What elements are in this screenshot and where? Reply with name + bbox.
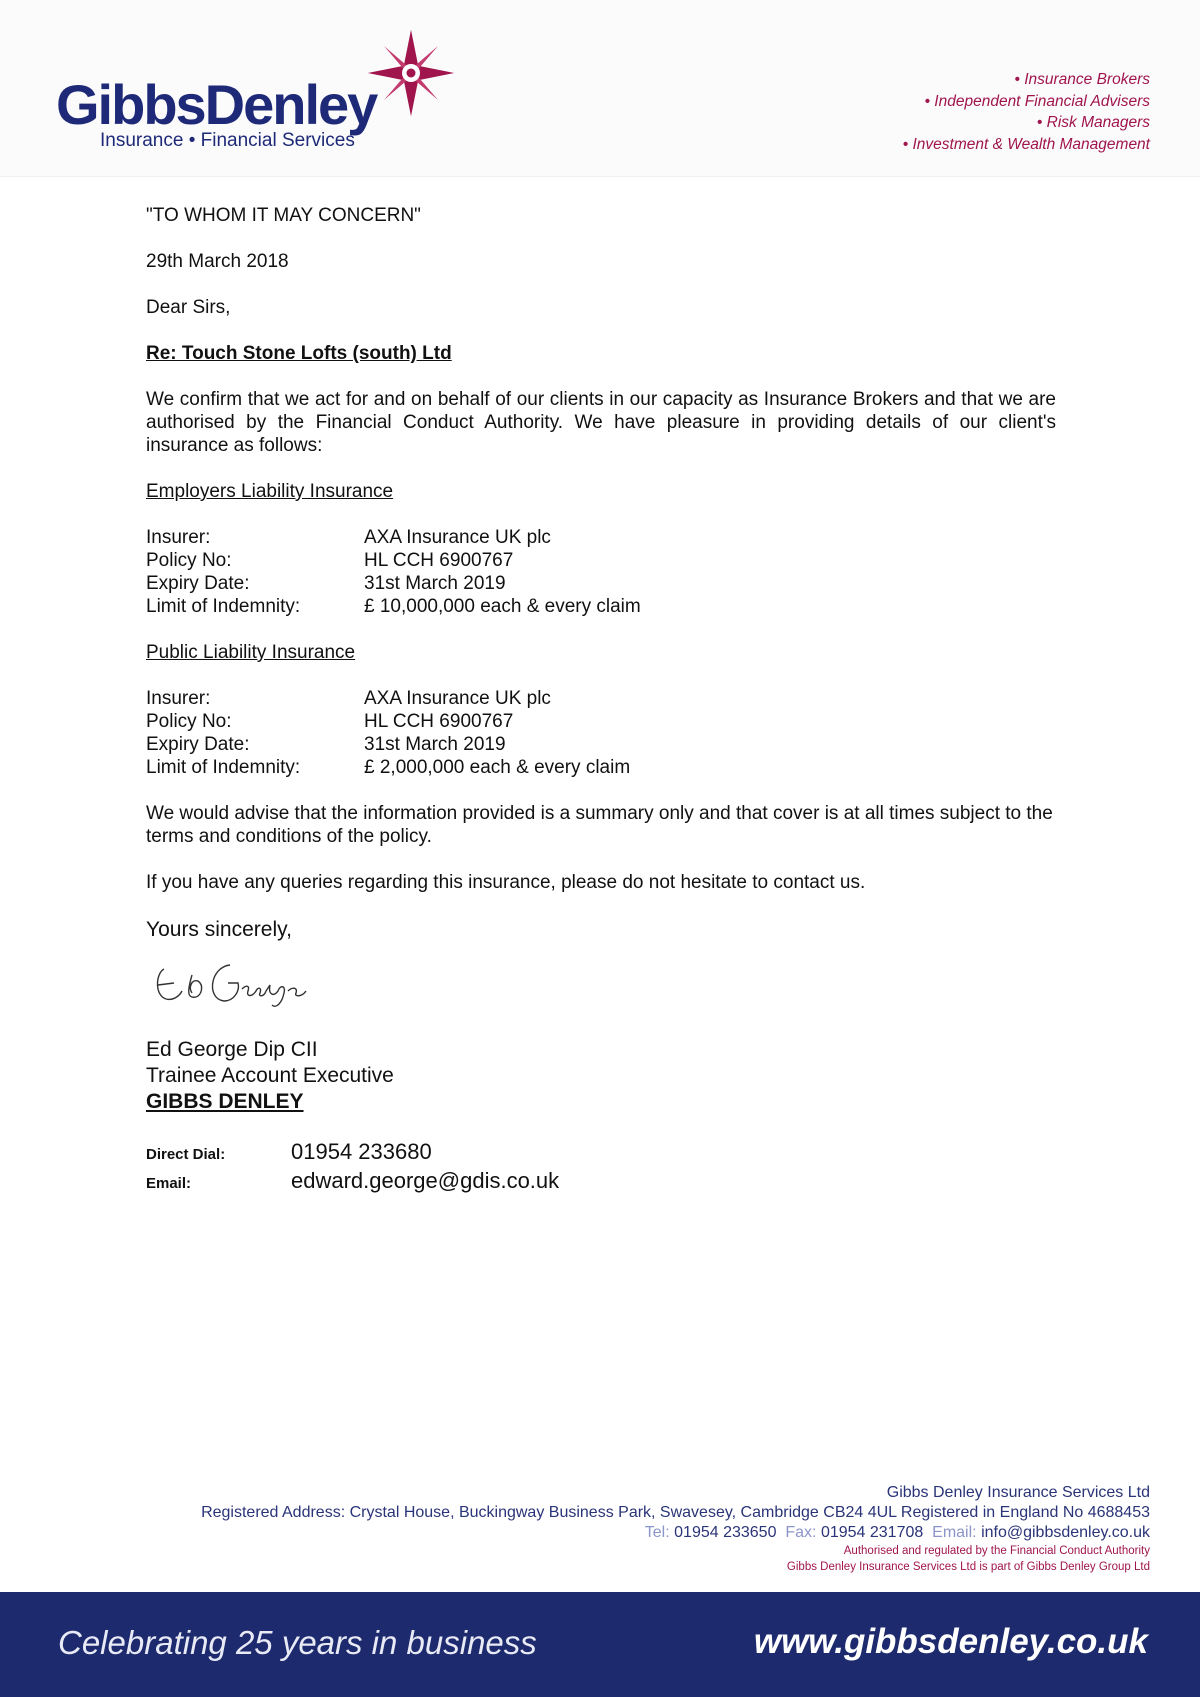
advice-paragraph: We would advise that the information provided is a summary only and that cover is at all times subject to the terms and conditions of the policy. <box>146 803 1053 847</box>
policy-details-employers <box>146 526 1056 618</box>
field-value: AXA Insurance UK plc <box>364 527 551 548</box>
footer-tel: 01954 233650 <box>674 1524 777 1541</box>
services-list <box>903 69 1150 155</box>
greeting: Dear Sirs, <box>146 297 231 318</box>
field-label: Insurer: <box>146 688 211 709</box>
field-label: Expiry Date: <box>146 573 250 594</box>
section-title: Employers Liability Insurance <box>146 481 394 502</box>
signatory-title: Trainee Account Executive <box>146 1064 394 1087</box>
policy-details-public <box>146 687 1056 779</box>
signatory-block <box>146 1037 1056 1115</box>
letter-date: 29th March 2018 <box>146 251 289 272</box>
banner-tagline: Celebrating 25 years in business <box>58 1624 537 1661</box>
footer-regulation: Authorised and regulated by the Financial Conduct Authority <box>843 1545 1150 1557</box>
footer-company-info <box>201 1483 1150 1575</box>
service-item: • Insurance Brokers <box>1014 71 1150 88</box>
footer-email-label: Email: <box>932 1524 977 1541</box>
email-label: Email: <box>146 1175 192 1192</box>
field-label: Policy No: <box>146 711 232 732</box>
service-item: • Independent Financial Advisers <box>924 92 1150 110</box>
logo-wordmark: GibbsDenley <box>56 73 377 136</box>
field-label: Expiry Date: <box>146 734 250 755</box>
field-label: Policy No: <box>146 550 232 571</box>
compass-star-icon <box>366 28 456 118</box>
contact-details <box>146 1139 1056 1197</box>
field-value: 31st March 2019 <box>364 573 506 594</box>
direct-dial-label: Direct Dial: <box>146 1146 226 1163</box>
letterhead <box>0 0 1200 177</box>
field-label: Limit of Indemnity: <box>146 596 301 617</box>
field-label: Limit of Indemnity: <box>146 757 301 778</box>
field-value: HL CCH 6900767 <box>364 550 514 571</box>
field-label: Insurer: <box>146 527 211 548</box>
email-value: edward.george@gdis.co.uk <box>291 1168 560 1193</box>
direct-dial-value: 01954 233680 <box>291 1139 432 1164</box>
closing: Yours sincerely, <box>146 918 292 941</box>
signatory-company: GIBBS DENLEY <box>146 1090 304 1113</box>
service-item: • Investment & Wealth Management <box>902 135 1150 153</box>
footer-email: info@gibbsdenley.co.uk <box>981 1524 1150 1541</box>
gibbs-denley-logo <box>56 28 456 158</box>
field-value: AXA Insurance UK plc <box>364 688 551 709</box>
logo-subtitle: Insurance • Financial Services <box>100 130 355 151</box>
footer-fax-label: Fax: <box>785 1524 817 1541</box>
letter-body <box>146 204 1056 1197</box>
handwritten-signature <box>152 955 312 1011</box>
re-line: Re: Touch Stone Lofts (south) Ltd <box>146 343 452 364</box>
footer-banner <box>0 1592 1200 1697</box>
to-whom-line: "TO WHOM IT MAY CONCERN" <box>146 205 421 226</box>
footer-company-name: Gibbs Denley Insurance Services Ltd <box>886 1484 1150 1501</box>
section-title: Public Liability Insurance <box>146 642 356 663</box>
field-value: 31st March 2019 <box>364 734 506 755</box>
field-value: £ 2,000,000 each & every claim <box>364 757 631 778</box>
footer-tel-label: Tel: <box>644 1524 670 1541</box>
field-value: £ 10,000,000 each & every claim <box>364 596 641 617</box>
service-item: • Risk Managers <box>1036 114 1150 131</box>
banner-website: www.gibbsdenley.co.uk <box>753 1622 1148 1661</box>
footer-contact-line <box>201 1523 1150 1543</box>
signatory-name: Ed George Dip CII <box>146 1038 318 1061</box>
footer-group: Gibbs Denley Insurance Services Ltd is part of Gibbs Denley Group Ltd <box>786 1561 1150 1573</box>
field-value: HL CCH 6900767 <box>364 711 514 732</box>
footer-fax: 01954 231708 <box>820 1524 924 1541</box>
footer-address: Registered Address: Crystal House, Buckingway Business Park, Swavesey, Cambridge CB24 4UL Registered in England No 4688453 <box>201 1504 1150 1521</box>
intro-paragraph: We confirm that we act for and on behalf of our clients in our capacity as Insurance Brokers and that we are authorised by the Financial Conduct Authority. We have pleasure in providing details of our client's insurance as follows: <box>146 389 1056 456</box>
queries-paragraph: If you have any queries regarding this insurance, please do not hesitate to contact us. <box>146 872 866 893</box>
